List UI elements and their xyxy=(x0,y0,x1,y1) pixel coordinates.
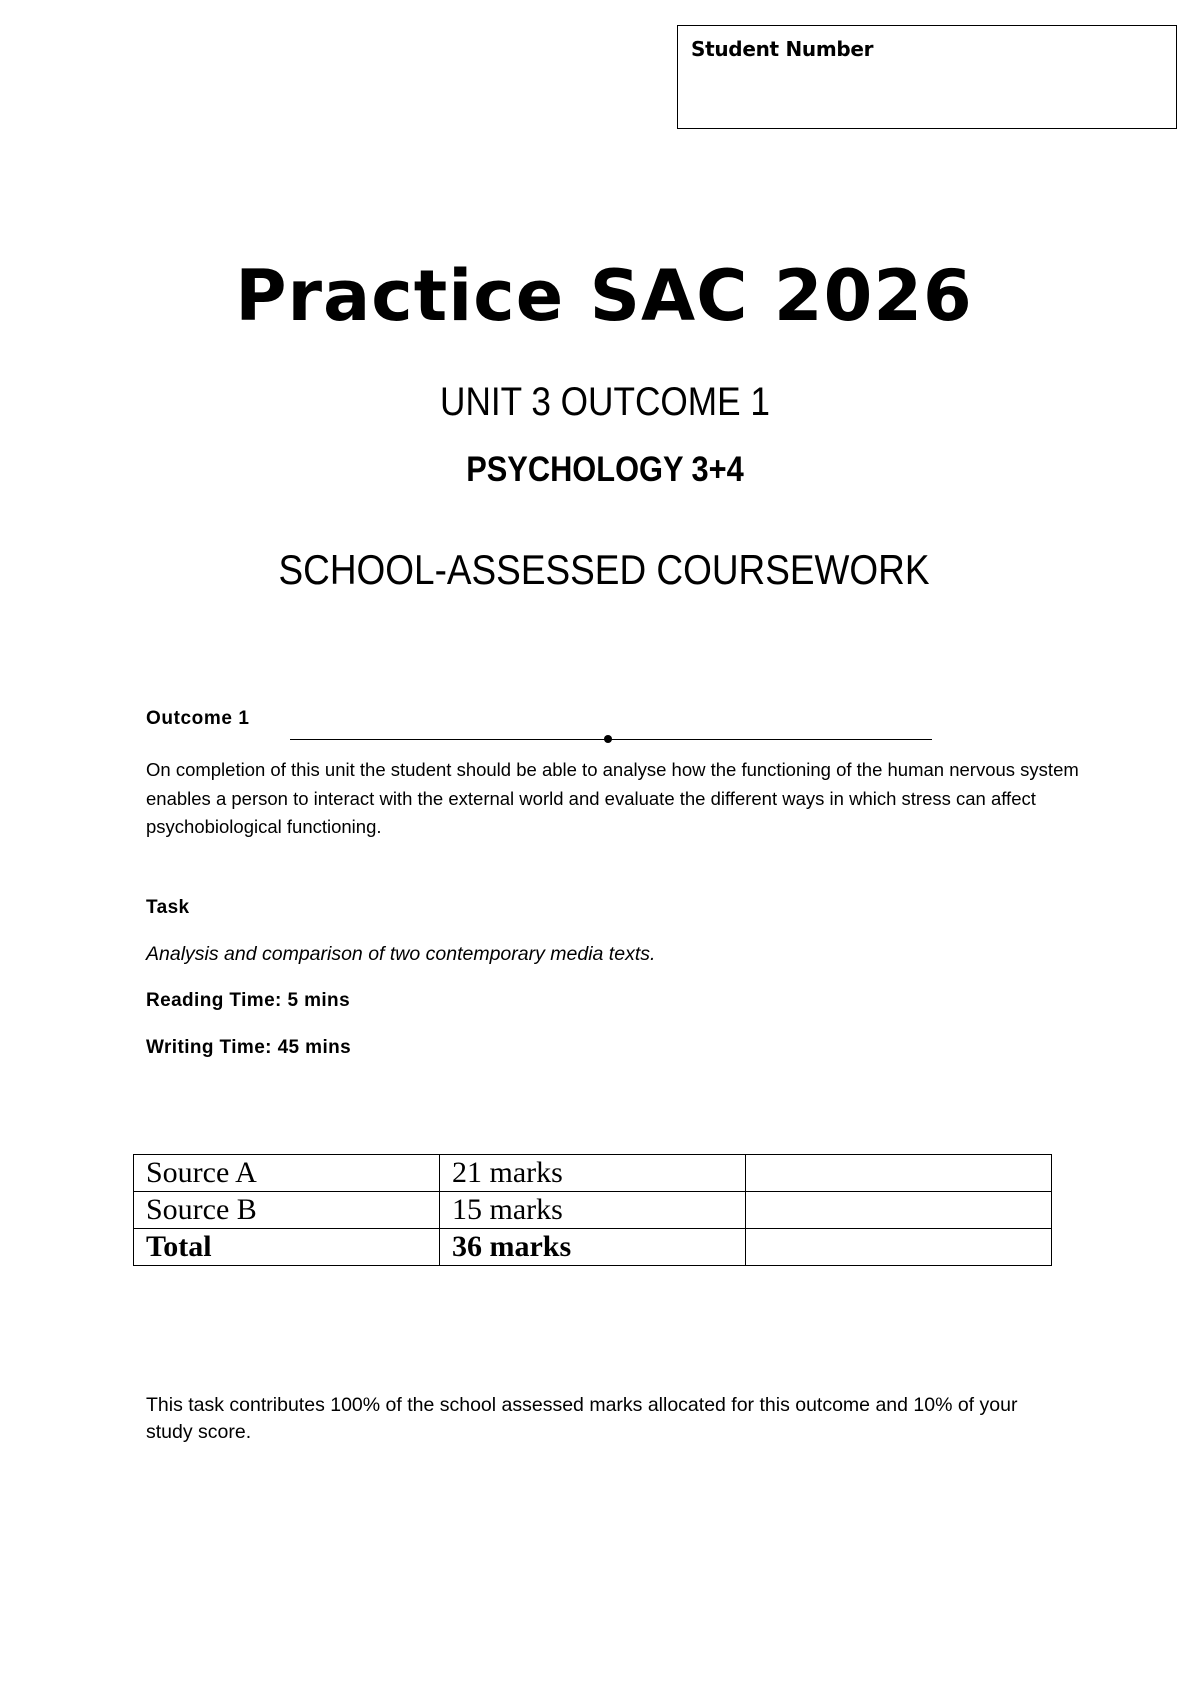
task-description: Analysis and comparison of two contemporary media texts. xyxy=(146,943,656,965)
contribution-note: This task contributes 100% of the school assessed marks allocated for this outcome and 10% of your study score. xyxy=(146,1394,1018,1443)
total-score-cell[interactable] xyxy=(746,1229,1052,1266)
writing-time: Writing Time: 45 mins xyxy=(146,1037,352,1058)
score-cell[interactable] xyxy=(746,1155,1052,1192)
marks-table xyxy=(133,1154,1052,1266)
student-number-label: Student Number xyxy=(691,37,874,61)
divider-dot xyxy=(604,735,612,743)
subject-heading: PSYCHOLOGY 3+4 xyxy=(466,450,744,489)
unit-outcome-heading: UNIT 3 OUTCOME 1 xyxy=(440,380,770,424)
total-label-cell: Total xyxy=(134,1229,440,1266)
task-heading: Task xyxy=(146,897,190,918)
total-row xyxy=(134,1229,1052,1266)
marks-cell: 15 marks xyxy=(440,1192,746,1229)
source-cell: Source B xyxy=(134,1192,440,1229)
reading-time: Reading Time: 5 mins xyxy=(146,990,351,1011)
outcome-heading: Outcome 1 xyxy=(146,708,250,729)
student-number-box[interactable] xyxy=(677,25,1177,129)
source-cell: Source A xyxy=(134,1155,440,1192)
score-cell[interactable] xyxy=(746,1192,1052,1229)
page-title: Practice SAC 2026 xyxy=(235,255,973,337)
marks-cell: 21 marks xyxy=(440,1155,746,1192)
coursework-heading: SCHOOL-ASSESSED COURSEWORK xyxy=(278,546,930,593)
table-row xyxy=(134,1192,1052,1229)
table-row xyxy=(134,1155,1052,1192)
total-marks-cell: 36 marks xyxy=(440,1229,746,1266)
outcome-description: On completion of this unit the student should be able to analyse how the functioning of the human nervous system enables a person to interact with the external world and evaluate the different ways in which stress can affect psychobiological functioning. xyxy=(146,759,1079,837)
